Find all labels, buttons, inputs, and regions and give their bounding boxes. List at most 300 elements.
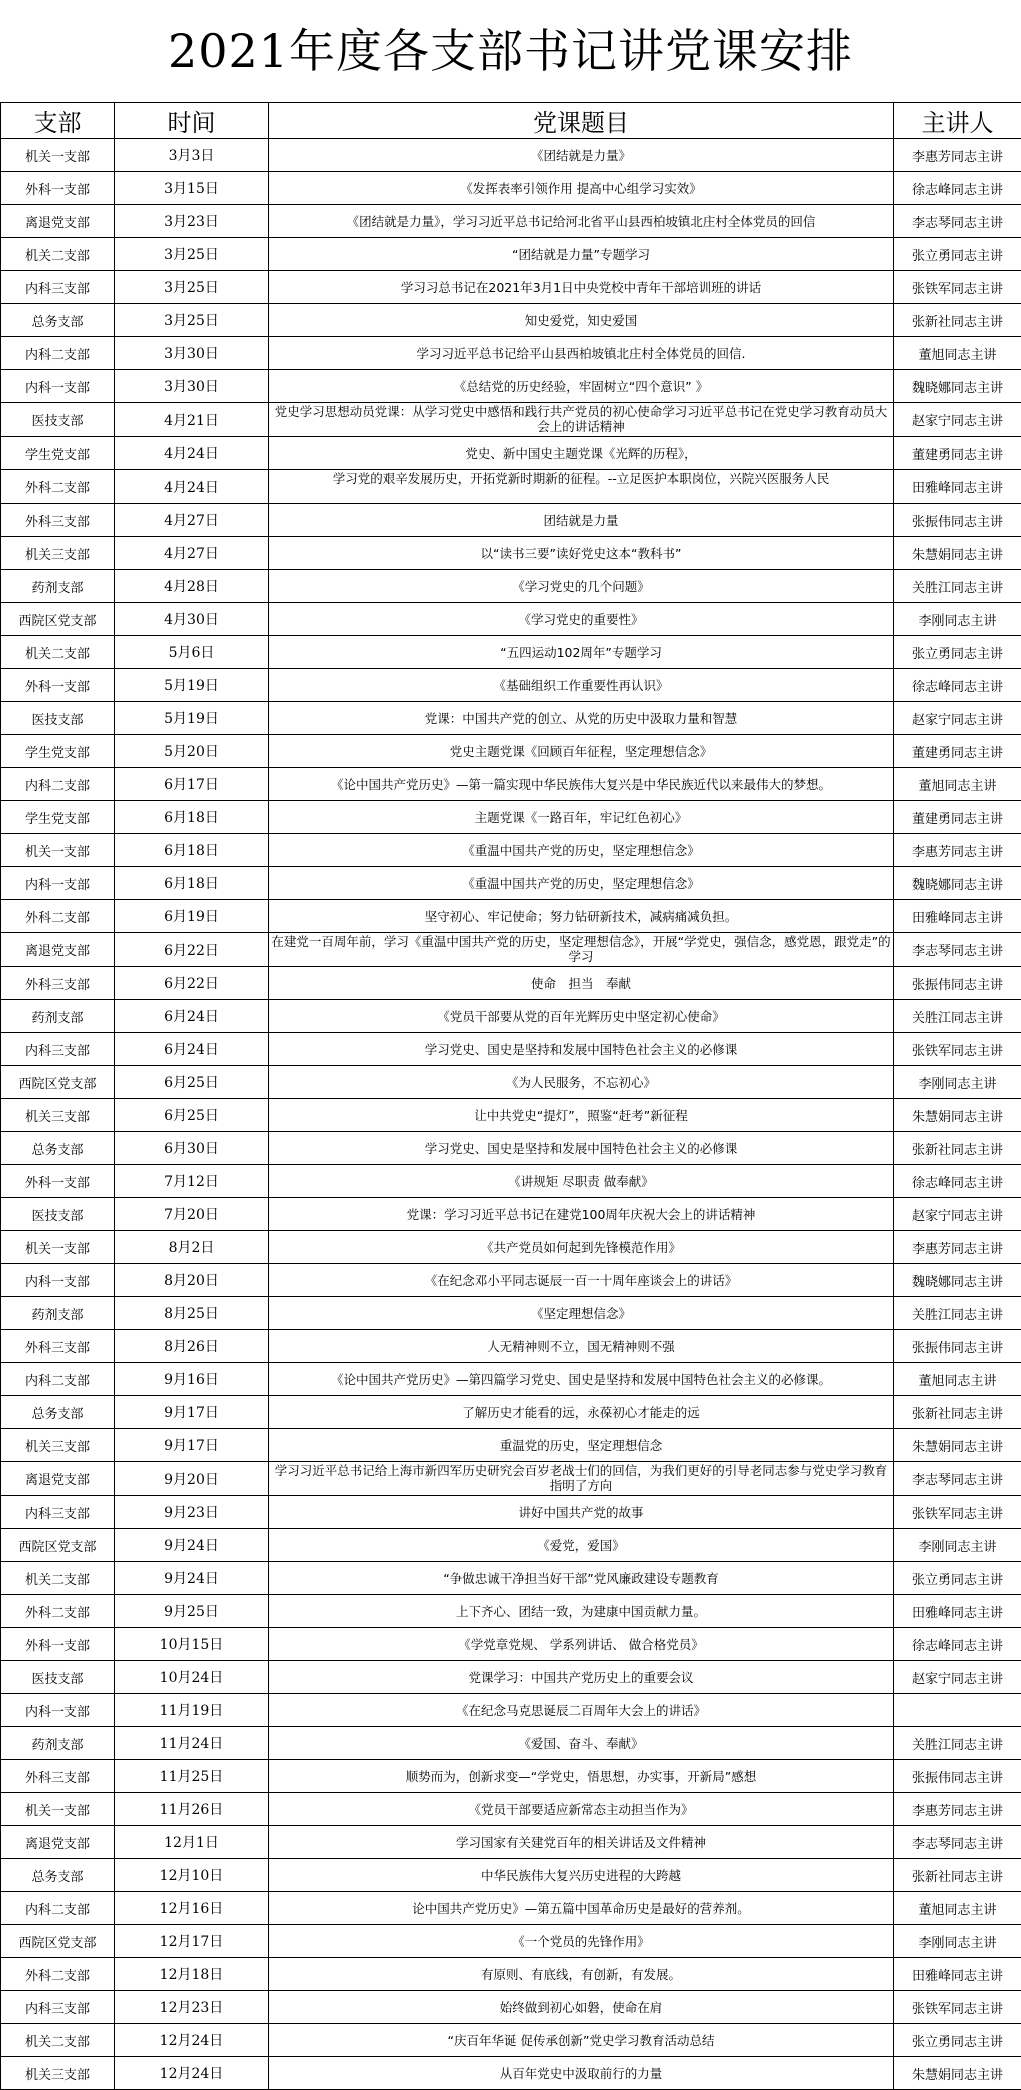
cell-branch: 总务支部: [1, 1396, 115, 1429]
cell-speaker: 徐志峰同志主讲: [894, 669, 1021, 702]
cell-branch: 外科三支部: [1, 1760, 115, 1793]
cell-branch: 医技支部: [1, 702, 115, 735]
table-row: [1, 1000, 1021, 1033]
cell-topic: 《讲规矩 尽职责 做奉献》: [269, 1165, 894, 1198]
table-row: [1, 834, 1021, 867]
cell-branch: 内科三支部: [1, 1033, 115, 1066]
table-row: [1, 801, 1021, 834]
table-row: [1, 735, 1021, 768]
cell-topic: 了解历史才能看的远，永葆初心才能走的远: [269, 1396, 894, 1429]
cell-speaker: 魏晓娜同志主讲: [894, 1264, 1021, 1297]
cell-topic: 团结就是力量: [269, 504, 894, 537]
cell-topic: 让中共党史“提灯”，照鉴“赶考”新征程: [269, 1099, 894, 1132]
cell-speaker: 赵家宁同志主讲: [894, 403, 1021, 437]
cell-speaker: 朱慧娟同志主讲: [894, 1429, 1021, 1462]
cell-branch: 离退党支部: [1, 1462, 115, 1496]
cell-speaker: 李惠芳同志主讲: [894, 834, 1021, 867]
table-row: [1, 2024, 1021, 2057]
cell-date: 12月24日: [115, 2057, 269, 2090]
cell-date: 8月25日: [115, 1297, 269, 1330]
cell-branch: 医技支部: [1, 1198, 115, 1231]
table-row: [1, 1760, 1021, 1793]
cell-topic: 在建党一百周年前，学习《重温中国共产党的历史，坚定理想信念》，开展“学党史，强信念，感党恩，跟党走”的学习: [269, 933, 894, 967]
cell-date: 9月17日: [115, 1429, 269, 1462]
cell-speaker: 赵家宁同志主讲: [894, 1198, 1021, 1231]
cell-date: 9月23日: [115, 1496, 269, 1529]
cell-topic: 《学习党史的几个问题》: [269, 570, 894, 603]
table-row: [1, 1859, 1021, 1892]
cell-date: 4月21日: [115, 403, 269, 437]
cell-branch: 离退党支部: [1, 933, 115, 967]
cell-speaker: 张振伟同志主讲: [894, 1760, 1021, 1793]
cell-date: 6月25日: [115, 1066, 269, 1099]
table-row: [1, 337, 1021, 370]
cell-date: 9月24日: [115, 1529, 269, 1562]
cell-branch: 机关二支部: [1, 238, 115, 271]
cell-branch: 机关一支部: [1, 1793, 115, 1826]
page-title: 2021年度各支部书记讲党课安排: [0, 0, 1021, 102]
cell-branch: 药剂支部: [1, 570, 115, 603]
cell-branch: 外科二支部: [1, 1958, 115, 1991]
cell-branch: 医技支部: [1, 403, 115, 437]
cell-topic: 《重温中国共产党的历史，坚定理想信念》: [269, 867, 894, 900]
cell-topic: 中华民族伟大复兴历史进程的大跨越: [269, 1859, 894, 1892]
cell-topic: “庆百年华诞 促传承创新”党史学习教育活动总结: [269, 2024, 894, 2057]
cell-speaker: 魏晓娜同志主讲: [894, 370, 1021, 403]
cell-topic: 学习国家有关建党百年的相关讲话及文件精神: [269, 1826, 894, 1859]
table-row: [1, 1099, 1021, 1132]
cell-topic: 《论中国共产党历史》—第一篇实现中华民族伟大复兴是中华民族近代以来最伟大的梦想。: [269, 768, 894, 801]
cell-date: 6月22日: [115, 967, 269, 1000]
cell-date: 12月16日: [115, 1892, 269, 1925]
cell-speaker: 张新社同志主讲: [894, 1859, 1021, 1892]
cell-branch: 机关三支部: [1, 2057, 115, 2090]
cell-speaker: 徐志峰同志主讲: [894, 1165, 1021, 1198]
cell-date: 12月1日: [115, 1826, 269, 1859]
table-row: [1, 933, 1021, 967]
table-row: [1, 1892, 1021, 1925]
cell-date: 7月12日: [115, 1165, 269, 1198]
cell-speaker: 李刚同志主讲: [894, 1529, 1021, 1562]
cell-speaker: 张振伟同志主讲: [894, 1330, 1021, 1363]
cell-branch: 外科一支部: [1, 172, 115, 205]
cell-topic: 《党员干部要适应新常态主动担当作为》: [269, 1793, 894, 1826]
cell-topic: 《共产党员如何起到先锋模范作用》: [269, 1231, 894, 1264]
cell-speaker: 李志琴同志主讲: [894, 1826, 1021, 1859]
cell-speaker: 李刚同志主讲: [894, 603, 1021, 636]
table-row: [1, 205, 1021, 238]
schedule-table: [0, 102, 1021, 2090]
cell-speaker: 李刚同志主讲: [894, 1066, 1021, 1099]
cell-branch: 内科二支部: [1, 1363, 115, 1396]
cell-topic: 主题党课《一路百年，牢记红色初心》: [269, 801, 894, 834]
cell-date: 11月25日: [115, 1760, 269, 1793]
table-row: [1, 504, 1021, 537]
cell-speaker: 张立勇同志主讲: [894, 636, 1021, 669]
cell-branch: 外科二支部: [1, 1595, 115, 1628]
table-row: [1, 1429, 1021, 1462]
cell-topic: 《总结党的历史经验，牢固树立“四个意识” 》: [269, 370, 894, 403]
table-row: [1, 570, 1021, 603]
cell-date: 5月20日: [115, 735, 269, 768]
cell-branch: 机关一支部: [1, 1231, 115, 1264]
cell-topic: 坚守初心、牢记使命；努力钻研新技术，减病痛减负担。: [269, 900, 894, 933]
cell-topic: 《发挥表率引领作用 提高中心组学习实效》: [269, 172, 894, 205]
cell-speaker: 董建勇同志主讲: [894, 801, 1021, 834]
cell-date: 3月30日: [115, 370, 269, 403]
cell-branch: 内科一支部: [1, 1264, 115, 1297]
cell-speaker: 董旭同志主讲: [894, 1363, 1021, 1396]
cell-branch: 外科二支部: [1, 900, 115, 933]
table-row: [1, 1661, 1021, 1694]
table-row: [1, 1363, 1021, 1396]
cell-topic: 以“读书三要”读好党史这本“教科书”: [269, 537, 894, 570]
cell-date: 6月24日: [115, 1000, 269, 1033]
cell-topic: 学习党史、国史是坚持和发展中国特色社会主义的必修课: [269, 1033, 894, 1066]
table-row: [1, 867, 1021, 900]
table-row: [1, 1628, 1021, 1661]
cell-speaker: 李惠芳同志主讲: [894, 1231, 1021, 1264]
cell-branch: 外科一支部: [1, 1628, 115, 1661]
cell-speaker: 董建勇同志主讲: [894, 735, 1021, 768]
table-row: [1, 603, 1021, 636]
cell-topic: 《一个党员的先锋作用》: [269, 1925, 894, 1958]
cell-date: 9月17日: [115, 1396, 269, 1429]
table-row: [1, 768, 1021, 801]
table-row: [1, 669, 1021, 702]
cell-date: 3月15日: [115, 172, 269, 205]
cell-speaker: 田雅峰同志主讲: [894, 900, 1021, 933]
cell-speaker: 张立勇同志主讲: [894, 238, 1021, 271]
cell-speaker: 李刚同志主讲: [894, 1925, 1021, 1958]
cell-date: 3月25日: [115, 238, 269, 271]
cell-speaker: 关胜江同志主讲: [894, 1297, 1021, 1330]
table-row: [1, 1694, 1021, 1727]
cell-date: 3月23日: [115, 205, 269, 238]
cell-speaker: 董旭同志主讲: [894, 337, 1021, 370]
table-row: [1, 1991, 1021, 2024]
cell-date: 12月18日: [115, 1958, 269, 1991]
cell-date: 9月25日: [115, 1595, 269, 1628]
cell-topic: “争做忠诚干净担当好干部”党风廉政建设专题教育: [269, 1562, 894, 1595]
cell-topic: 党课：中国共产党的创立、从党的历史中汲取力量和智慧: [269, 702, 894, 735]
cell-branch: 机关二支部: [1, 1562, 115, 1595]
cell-branch: 外科三支部: [1, 1330, 115, 1363]
cell-branch: 外科一支部: [1, 669, 115, 702]
table-row: [1, 1066, 1021, 1099]
table-row: [1, 1925, 1021, 1958]
table-header-row: [1, 103, 1021, 139]
cell-topic: 顺势而为，创新求变—“学党史，悟思想，办实事，开新局”感想: [269, 1760, 894, 1793]
cell-speaker: 李志琴同志主讲: [894, 1462, 1021, 1496]
cell-speaker: 朱慧娟同志主讲: [894, 537, 1021, 570]
table-row: [1, 437, 1021, 470]
cell-branch: 内科一支部: [1, 370, 115, 403]
cell-branch: 机关三支部: [1, 1099, 115, 1132]
table-row: [1, 636, 1021, 669]
cell-branch: 外科二支部: [1, 470, 115, 504]
cell-date: 11月24日: [115, 1727, 269, 1760]
cell-topic: “五四运动102周年”专题学习: [269, 636, 894, 669]
table-row: [1, 271, 1021, 304]
cell-date: 6月18日: [115, 801, 269, 834]
cell-topic: 党史主题党课《回顾百年征程，坚定理想信念》: [269, 735, 894, 768]
header-date: 时间: [115, 103, 269, 139]
cell-branch: 外科一支部: [1, 1165, 115, 1198]
table-row: [1, 1529, 1021, 1562]
table-row: [1, 470, 1021, 504]
cell-date: 9月24日: [115, 1562, 269, 1595]
cell-speaker: 李志琴同志主讲: [894, 205, 1021, 238]
table-row: [1, 2057, 1021, 2090]
cell-date: 5月6日: [115, 636, 269, 669]
table-row: [1, 1562, 1021, 1595]
cell-topic: 《论中国共产党历史》—第四篇学习党史、国史是坚持和发展中国特色社会主义的必修课。: [269, 1363, 894, 1396]
cell-speaker: 董旭同志主讲: [894, 768, 1021, 801]
table-row: [1, 1231, 1021, 1264]
table-row: [1, 1826, 1021, 1859]
table-row: [1, 1958, 1021, 1991]
table-row: [1, 1496, 1021, 1529]
table-row: [1, 1462, 1021, 1496]
cell-topic: 《学习党史的重要性》: [269, 603, 894, 636]
cell-speaker: 朱慧娟同志主讲: [894, 2057, 1021, 2090]
cell-date: 6月25日: [115, 1099, 269, 1132]
cell-branch: 离退党支部: [1, 205, 115, 238]
cell-topic: 上下齐心、团结一致，为建康中国贡献力量。: [269, 1595, 894, 1628]
cell-topic: 党史、新中国史主题党课《光辉的历程》，: [269, 437, 894, 470]
cell-speaker: 董建勇同志主讲: [894, 437, 1021, 470]
header-speaker: 主讲人: [894, 103, 1021, 139]
cell-topic: 始终做到初心如磐，使命在肩: [269, 1991, 894, 2024]
cell-branch: 内科二支部: [1, 1892, 115, 1925]
cell-branch: 医技支部: [1, 1661, 115, 1694]
table-row: [1, 900, 1021, 933]
cell-speaker: 赵家宁同志主讲: [894, 1661, 1021, 1694]
cell-branch: 药剂支部: [1, 1000, 115, 1033]
cell-speaker: 李惠芳同志主讲: [894, 139, 1021, 172]
cell-branch: 内科一支部: [1, 867, 115, 900]
cell-speaker: 田雅峰同志主讲: [894, 1958, 1021, 1991]
table-row: [1, 1297, 1021, 1330]
cell-date: 6月18日: [115, 834, 269, 867]
cell-branch: 西院区党支部: [1, 1925, 115, 1958]
cell-speaker: 田雅峰同志主讲: [894, 470, 1021, 504]
cell-branch: 学生党支部: [1, 437, 115, 470]
table-row: [1, 139, 1021, 172]
cell-speaker: 张铁军同志主讲: [894, 1991, 1021, 2024]
cell-date: 12月23日: [115, 1991, 269, 2024]
cell-date: 6月30日: [115, 1132, 269, 1165]
cell-date: 6月19日: [115, 900, 269, 933]
cell-branch: 内科二支部: [1, 768, 115, 801]
cell-date: 12月10日: [115, 1859, 269, 1892]
cell-speaker: 张铁军同志主讲: [894, 1496, 1021, 1529]
cell-topic: 《爱国、奋斗、奉献》: [269, 1727, 894, 1760]
cell-speaker: [894, 1694, 1021, 1727]
table-row: [1, 172, 1021, 205]
cell-date: 8月26日: [115, 1330, 269, 1363]
cell-topic: “团结就是力量”专题学习: [269, 238, 894, 271]
table-row: [1, 1264, 1021, 1297]
cell-branch: 内科三支部: [1, 271, 115, 304]
cell-branch: 离退党支部: [1, 1826, 115, 1859]
header-topic: 党课题目: [269, 103, 894, 139]
cell-date: 11月19日: [115, 1694, 269, 1727]
cell-topic: 《坚定理想信念》: [269, 1297, 894, 1330]
cell-branch: 内科三支部: [1, 1496, 115, 1529]
cell-branch: 药剂支部: [1, 1297, 115, 1330]
cell-speaker: 关胜江同志主讲: [894, 1727, 1021, 1760]
cell-date: 12月24日: [115, 2024, 269, 2057]
cell-topic: 党课学习：中国共产党历史上的重要会议: [269, 1661, 894, 1694]
table-row: [1, 370, 1021, 403]
cell-topic: 人无精神则不立，国无精神则不强: [269, 1330, 894, 1363]
cell-branch: 总务支部: [1, 1859, 115, 1892]
table-row: [1, 537, 1021, 570]
table-row: [1, 1595, 1021, 1628]
cell-speaker: 张立勇同志主讲: [894, 1562, 1021, 1595]
cell-date: 5月19日: [115, 669, 269, 702]
cell-topic: 《在纪念马克思诞辰二百周年大会上的讲话》: [269, 1694, 894, 1727]
cell-branch: 内科三支部: [1, 1991, 115, 2024]
cell-date: 6月24日: [115, 1033, 269, 1066]
cell-date: 10月24日: [115, 1661, 269, 1694]
cell-speaker: 张立勇同志主讲: [894, 2024, 1021, 2057]
cell-date: 7月20日: [115, 1198, 269, 1231]
cell-branch: 机关三支部: [1, 1429, 115, 1462]
cell-date: 4月28日: [115, 570, 269, 603]
cell-speaker: 张铁军同志主讲: [894, 1033, 1021, 1066]
table-row: [1, 1165, 1021, 1198]
cell-branch: 内科二支部: [1, 337, 115, 370]
cell-speaker: 田雅峰同志主讲: [894, 1595, 1021, 1628]
cell-date: 4月30日: [115, 603, 269, 636]
table-row: [1, 1793, 1021, 1826]
cell-branch: 内科一支部: [1, 1694, 115, 1727]
cell-topic: 《团结就是力量》，学习习近平总书记给河北省平山县西柏坡镇北庄村全体党员的回信: [269, 205, 894, 238]
cell-date: 9月20日: [115, 1462, 269, 1496]
cell-topic: 知史爱党，知史爱国: [269, 304, 894, 337]
cell-branch: 西院区党支部: [1, 1066, 115, 1099]
cell-date: 3月25日: [115, 271, 269, 304]
cell-date: 3月3日: [115, 139, 269, 172]
cell-speaker: 张振伟同志主讲: [894, 967, 1021, 1000]
cell-branch: 总务支部: [1, 304, 115, 337]
cell-date: 8月20日: [115, 1264, 269, 1297]
cell-branch: 机关三支部: [1, 537, 115, 570]
cell-speaker: 关胜江同志主讲: [894, 1000, 1021, 1033]
cell-topic: 《学党章党规、 学系列讲话、 做合格党员》: [269, 1628, 894, 1661]
table-row: [1, 1033, 1021, 1066]
cell-topic: 党课：学习习近平总书记在建党100周年庆祝大会上的讲话精神: [269, 1198, 894, 1231]
cell-branch: 机关二支部: [1, 2024, 115, 2057]
cell-date: 4月27日: [115, 504, 269, 537]
cell-topic: 学习党的艰辛发展历史，开拓党新时期新的征程。--立足医护本职岗位，兴院兴医服务人民: [269, 470, 894, 504]
cell-speaker: 朱慧娟同志主讲: [894, 1099, 1021, 1132]
cell-speaker: 张新社同志主讲: [894, 304, 1021, 337]
table-row: [1, 403, 1021, 437]
cell-branch: 外科三支部: [1, 967, 115, 1000]
cell-topic: 学习习近平总书记给平山县西柏坡镇北庄村全体党员的回信.: [269, 337, 894, 370]
cell-date: 12月17日: [115, 1925, 269, 1958]
cell-topic: 有原则、有底线，有创新，有发展。: [269, 1958, 894, 1991]
table-row: [1, 1132, 1021, 1165]
cell-date: 3月30日: [115, 337, 269, 370]
cell-speaker: 董旭同志主讲: [894, 1892, 1021, 1925]
cell-topic: 学习党史、国史是坚持和发展中国特色社会主义的必修课: [269, 1132, 894, 1165]
cell-date: 4月24日: [115, 470, 269, 504]
cell-branch: 外科三支部: [1, 504, 115, 537]
table-row: [1, 702, 1021, 735]
cell-topic: 党史学习思想动员党课：从学习党史中感悟和践行共产党员的初心使命学习习近平总书记在党史学习教育动员大会上的讲话精神: [269, 403, 894, 437]
cell-speaker: 李志琴同志主讲: [894, 933, 1021, 967]
table-row: [1, 1727, 1021, 1760]
cell-date: 8月2日: [115, 1231, 269, 1264]
cell-date: 6月18日: [115, 867, 269, 900]
cell-topic: 《党员干部要从党的百年光辉历史中坚定初心使命》: [269, 1000, 894, 1033]
cell-speaker: 徐志峰同志主讲: [894, 1628, 1021, 1661]
table-row: [1, 1396, 1021, 1429]
cell-speaker: 张铁军同志主讲: [894, 271, 1021, 304]
cell-date: 5月19日: [115, 702, 269, 735]
cell-branch: 总务支部: [1, 1132, 115, 1165]
cell-branch: 学生党支部: [1, 801, 115, 834]
cell-branch: 机关一支部: [1, 834, 115, 867]
cell-date: 6月22日: [115, 933, 269, 967]
table-row: [1, 304, 1021, 337]
cell-topic: 学习习近平总书记给上海市新四军历史研究会百岁老战士们的回信，为我们更好的引导老同志参与党史学习教育指明了方向: [269, 1462, 894, 1496]
cell-topic: 《基础组织工作重要性再认识》: [269, 669, 894, 702]
cell-topic: 《为人民服务，不忘初心》: [269, 1066, 894, 1099]
cell-branch: 西院区党支部: [1, 603, 115, 636]
cell-speaker: 赵家宁同志主讲: [894, 702, 1021, 735]
cell-topic: 《重温中国共产党的历史，坚定理想信念》: [269, 834, 894, 867]
cell-speaker: 魏晓娜同志主讲: [894, 867, 1021, 900]
cell-speaker: 张新社同志主讲: [894, 1396, 1021, 1429]
cell-branch: 机关一支部: [1, 139, 115, 172]
table-row: [1, 1330, 1021, 1363]
table-row: [1, 1198, 1021, 1231]
cell-topic: 使命 担当 奉献: [269, 967, 894, 1000]
cell-topic: 学习习总书记在2021年3月1日中央党校中青年干部培训班的讲话: [269, 271, 894, 304]
cell-branch: 药剂支部: [1, 1727, 115, 1760]
cell-branch: 学生党支部: [1, 735, 115, 768]
cell-branch: 西院区党支部: [1, 1529, 115, 1562]
cell-speaker: 徐志峰同志主讲: [894, 172, 1021, 205]
cell-date: 3月25日: [115, 304, 269, 337]
cell-speaker: 关胜江同志主讲: [894, 570, 1021, 603]
cell-topic: 重温党的历史，坚定理想信念: [269, 1429, 894, 1462]
cell-topic: 《爱党，爱国》: [269, 1529, 894, 1562]
cell-date: 11月26日: [115, 1793, 269, 1826]
cell-topic: 讲好中国共产党的故事: [269, 1496, 894, 1529]
cell-topic: 从百年党史中汲取前行的力量: [269, 2057, 894, 2090]
cell-topic: 《团结就是力量》: [269, 139, 894, 172]
cell-speaker: 李惠芳同志主讲: [894, 1793, 1021, 1826]
cell-branch: 机关二支部: [1, 636, 115, 669]
table-row: [1, 967, 1021, 1000]
cell-date: 9月16日: [115, 1363, 269, 1396]
cell-date: 4月24日: [115, 437, 269, 470]
header-branch: 支部: [1, 103, 115, 139]
cell-speaker: 张振伟同志主讲: [894, 504, 1021, 537]
cell-topic: 论中国共产党历史》—第五篇中国革命历史是最好的营养剂。: [269, 1892, 894, 1925]
table-row: [1, 238, 1021, 271]
cell-date: 4月27日: [115, 537, 269, 570]
cell-date: 6月17日: [115, 768, 269, 801]
cell-date: 10月15日: [115, 1628, 269, 1661]
